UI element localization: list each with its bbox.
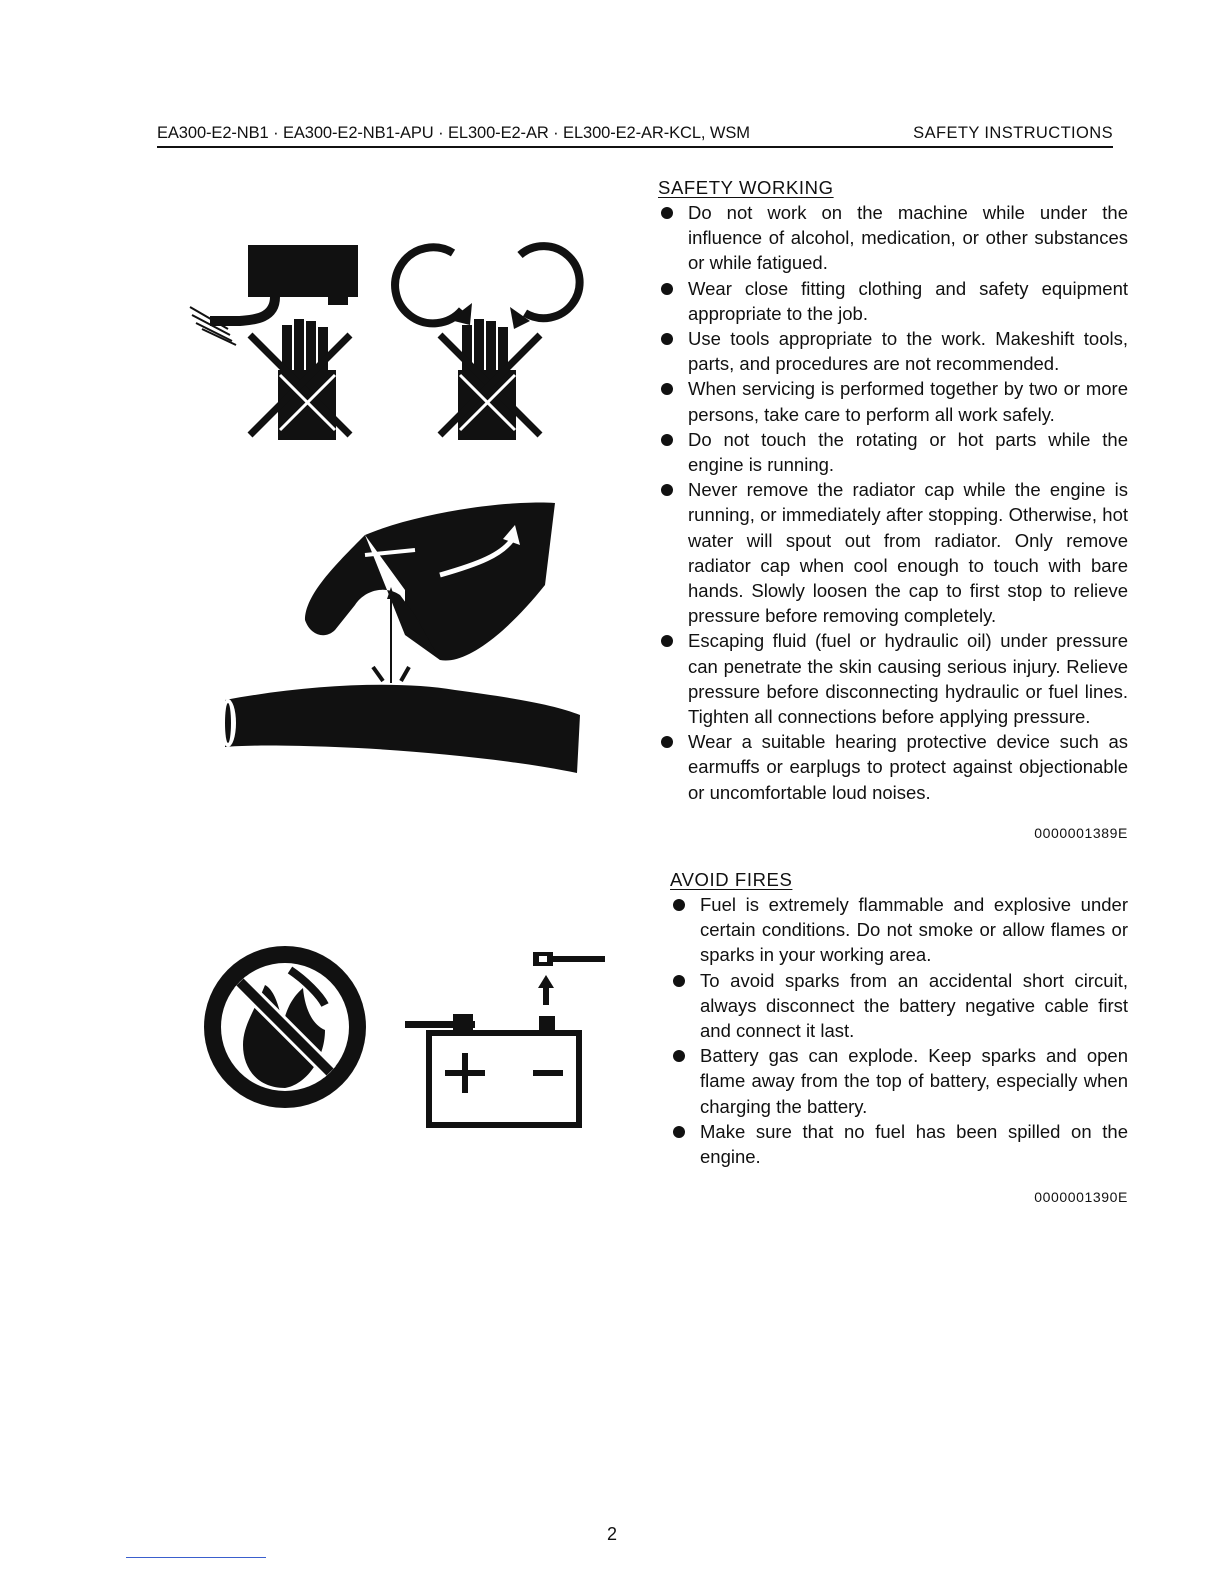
avoid-fires-section (670, 867, 1128, 1210)
list-item: Do not work on the machine while under the influence of alcohol, medication, or other substances or while fatigued. (658, 200, 1128, 276)
document-code: 0000001390E (1034, 1189, 1128, 1206)
header-model-list: EA300-E2-NB1 · EA300-E2-NB1-APU · EL300-E2-AR · EL300-E2-AR-KCL, WSM (157, 124, 750, 142)
list-item: Make sure that no fuel has been spilled on the engine. (670, 1119, 1128, 1169)
list-item: To avoid sparks from an accidental short circuit, always disconnect the battery negative cable first and connect it last. (670, 968, 1128, 1044)
hand-fluid-leak-illustration (215, 495, 585, 780)
section-title: SAFETY WORKING (658, 177, 834, 198)
list-item: Use tools appropriate to the work. Makeshift tools, parts, and procedures are not recommended. (658, 326, 1128, 376)
document-code: 0000001389E (1034, 824, 1128, 841)
page-header (157, 124, 1113, 148)
safety-working-section (658, 175, 1128, 846)
footer-rule (126, 1557, 266, 1558)
avoid-fires-list (670, 892, 1128, 1169)
page-number: 2 (606, 1524, 617, 1544)
header-section-title: SAFETY INSTRUCTIONS (913, 124, 1113, 142)
list-item: Never remove the radiator cap while the engine is running, or immediately after stopping. Otherwise, hot water will spout out from radiator. Only remove radiator cap when cool enough to touch with bare hands. Slowly loosen the cap to first stop to relieve pressure before removing completely. (658, 477, 1128, 628)
list-item: Wear a suitable hearing protective device such as earmuffs or earplugs to protect against objectionable or uncomfortable loud noises. (658, 729, 1128, 805)
list-item: Wear close fitting clothing and safety equipment appropriate to the job. (658, 276, 1128, 326)
rotating-parts-hands-illustration (180, 225, 600, 460)
safety-working-list (658, 200, 1128, 805)
section-title: AVOID FIRES (670, 869, 793, 890)
no-fire-battery-illustration (195, 930, 615, 1130)
list-item: Battery gas can explode. Keep sparks and open flame away from the top of battery, especially when charging the battery. (670, 1043, 1128, 1119)
list-item: When servicing is performed together by two or more persons, take care to perform all work safely. (658, 376, 1128, 426)
list-item: Fuel is extremely flammable and explosive under certain conditions. Do not smoke or allow flames or sparks in your working area. (670, 892, 1128, 968)
list-item: Escaping fluid (fuel or hydraulic oil) under pressure can penetrate the skin causing serious injury. Relieve pressure before disconnecting hydraulic or fuel lines. Tighten all connections before applying pressure. (658, 628, 1128, 729)
list-item: Do not touch the rotating or hot parts while the engine is running. (658, 427, 1128, 477)
